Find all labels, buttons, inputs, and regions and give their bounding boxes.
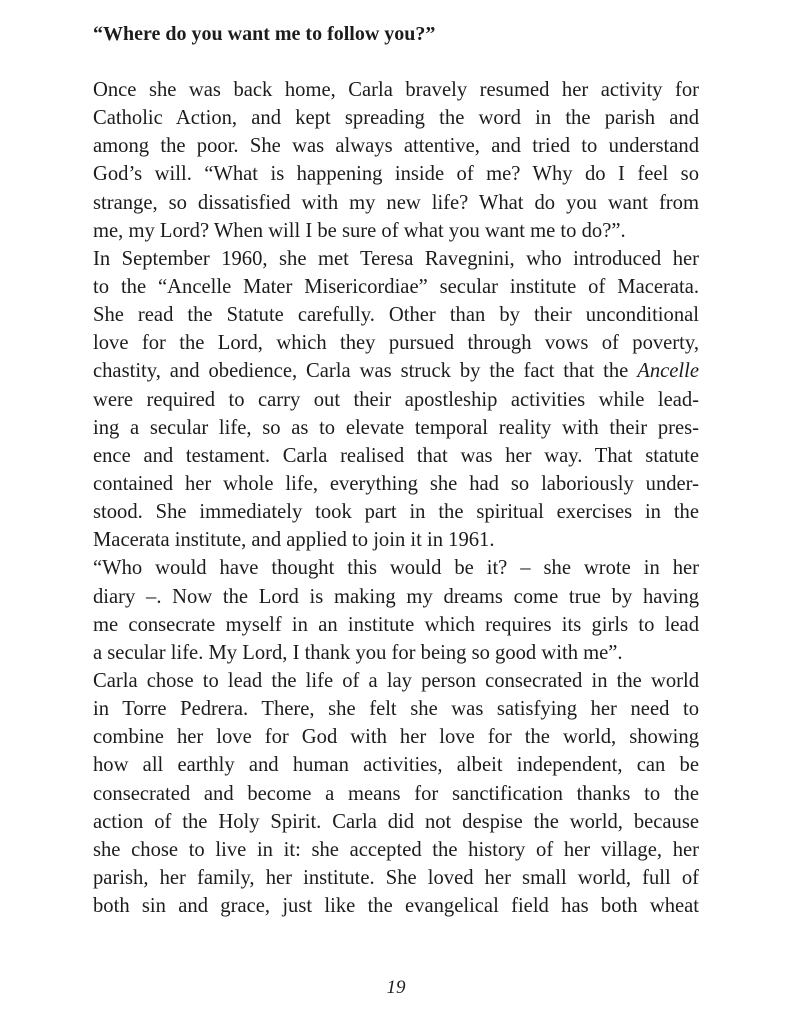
- text-line-content: parish, her family, her institute. She loved her small world, full of: [93, 866, 699, 889]
- text-line-content: Once she was back home, Carla bravely resumed her activity for: [93, 79, 699, 101]
- text-line-content: “Who would have thought this would be it? – she wrote in her: [93, 557, 699, 580]
- text-line-content: me, my Lord? When will I be sure of what you want me to do?”.: [93, 219, 626, 242]
- italic-term: Ancelle: [637, 360, 699, 383]
- text-line-content: Macerata institute, and applied to join it in 1961.: [93, 529, 495, 552]
- text-line: [93, 751, 699, 779]
- text-line-content: action of the Holy Spirit. Carla did not despise the world, because: [93, 810, 699, 833]
- text-line: [93, 414, 699, 442]
- text-line: [93, 160, 699, 188]
- text-line: [93, 357, 699, 385]
- text-line: [93, 442, 699, 470]
- text-line: [93, 583, 699, 611]
- text-line-content: diary –. Now the Lord is making my dreams come true by having: [93, 585, 699, 608]
- text-line: [93, 526, 699, 554]
- text-line: [93, 808, 699, 836]
- text-line-content: God’s will. “What is happening inside of me? Why do I feel so: [93, 163, 699, 186]
- text-line-content: both sin and grace, just like the evangelical field has both wheat: [93, 895, 699, 918]
- text-line-content: ing a secular life, so as to elevate temporal reality with their pres-: [93, 416, 699, 439]
- text-line: [93, 667, 699, 695]
- text-line-content: strange, so dissatisfied with my new life? What do you want from: [93, 191, 699, 214]
- text-line-content: to the “Ancelle Mater Misericordiae” secular institute of Macerata.: [93, 275, 699, 298]
- text-line: [93, 836, 699, 864]
- text-line: [93, 611, 699, 639]
- text-line-content: stood. She immediately took part in the spiritual exercises in the: [93, 501, 699, 524]
- text-line: [93, 386, 699, 414]
- text-line: [93, 864, 699, 892]
- text-line: [93, 780, 699, 808]
- text-line-content: consecrated and become a means for sanctification thanks to the: [93, 782, 699, 805]
- text-line: [93, 245, 699, 273]
- text-line-content: among the poor. She was always attentive, and tried to understand: [93, 135, 699, 158]
- text-line: [93, 329, 699, 357]
- text-line-content: combine her love for God with her love for the world, showing: [93, 726, 699, 749]
- text-line-content: how all earthly and human activities, albeit independent, can be: [93, 754, 699, 777]
- text-line-content: she chose to live in it: she accepted the history of her village, her: [93, 838, 699, 861]
- text-line: [93, 892, 699, 920]
- text-line-content: contained her whole life, everything she had so laboriously under-: [93, 472, 699, 495]
- text-line-content: Catholic Action, and kept spreading the word in the parish and: [93, 107, 699, 130]
- text-line: [93, 132, 699, 160]
- text-line: [93, 695, 699, 723]
- text-line: [93, 554, 699, 582]
- text-line: [93, 723, 699, 751]
- section-heading: “Where do you want me to follow you?”: [93, 23, 436, 45]
- text-line-content: She read the Statute carefully. Other than by their unconditional: [93, 304, 699, 327]
- text-line: [93, 104, 699, 132]
- text-line: [93, 273, 699, 301]
- page-number: 19: [386, 977, 406, 998]
- text-line-content: chastity, and obedience, Carla was struck by the fact that the: [93, 360, 629, 383]
- text-line-content: ence and testament. Carla realised that was her way. That statute: [93, 444, 699, 467]
- text-line-content: Carla chose to lead the life of a lay person consecrated in the world: [93, 669, 699, 692]
- text-line: [93, 498, 699, 526]
- text-line: [93, 301, 699, 329]
- text-line-content: were required to carry out their apostleship activities while lead-: [93, 388, 699, 411]
- text-line: [93, 76, 699, 104]
- body-text: [93, 76, 699, 920]
- text-line-content: love for the Lord, which they pursued through vows of poverty,: [93, 332, 699, 355]
- text-line-content: in Torre Pedrera. There, she felt she was satisfying her need to: [93, 698, 699, 721]
- text-line: [93, 470, 699, 498]
- text-line-content: me consecrate myself in an institute which requires its girls to lead: [93, 613, 699, 636]
- text-line: [93, 189, 699, 217]
- text-line: [93, 217, 699, 245]
- text-line-content: In September 1960, she met Teresa Ravegnini, who introduced her: [93, 247, 699, 270]
- text-line-content: a secular life. My Lord, I thank you for being so good with me”.: [93, 641, 623, 664]
- text-line: [93, 639, 699, 667]
